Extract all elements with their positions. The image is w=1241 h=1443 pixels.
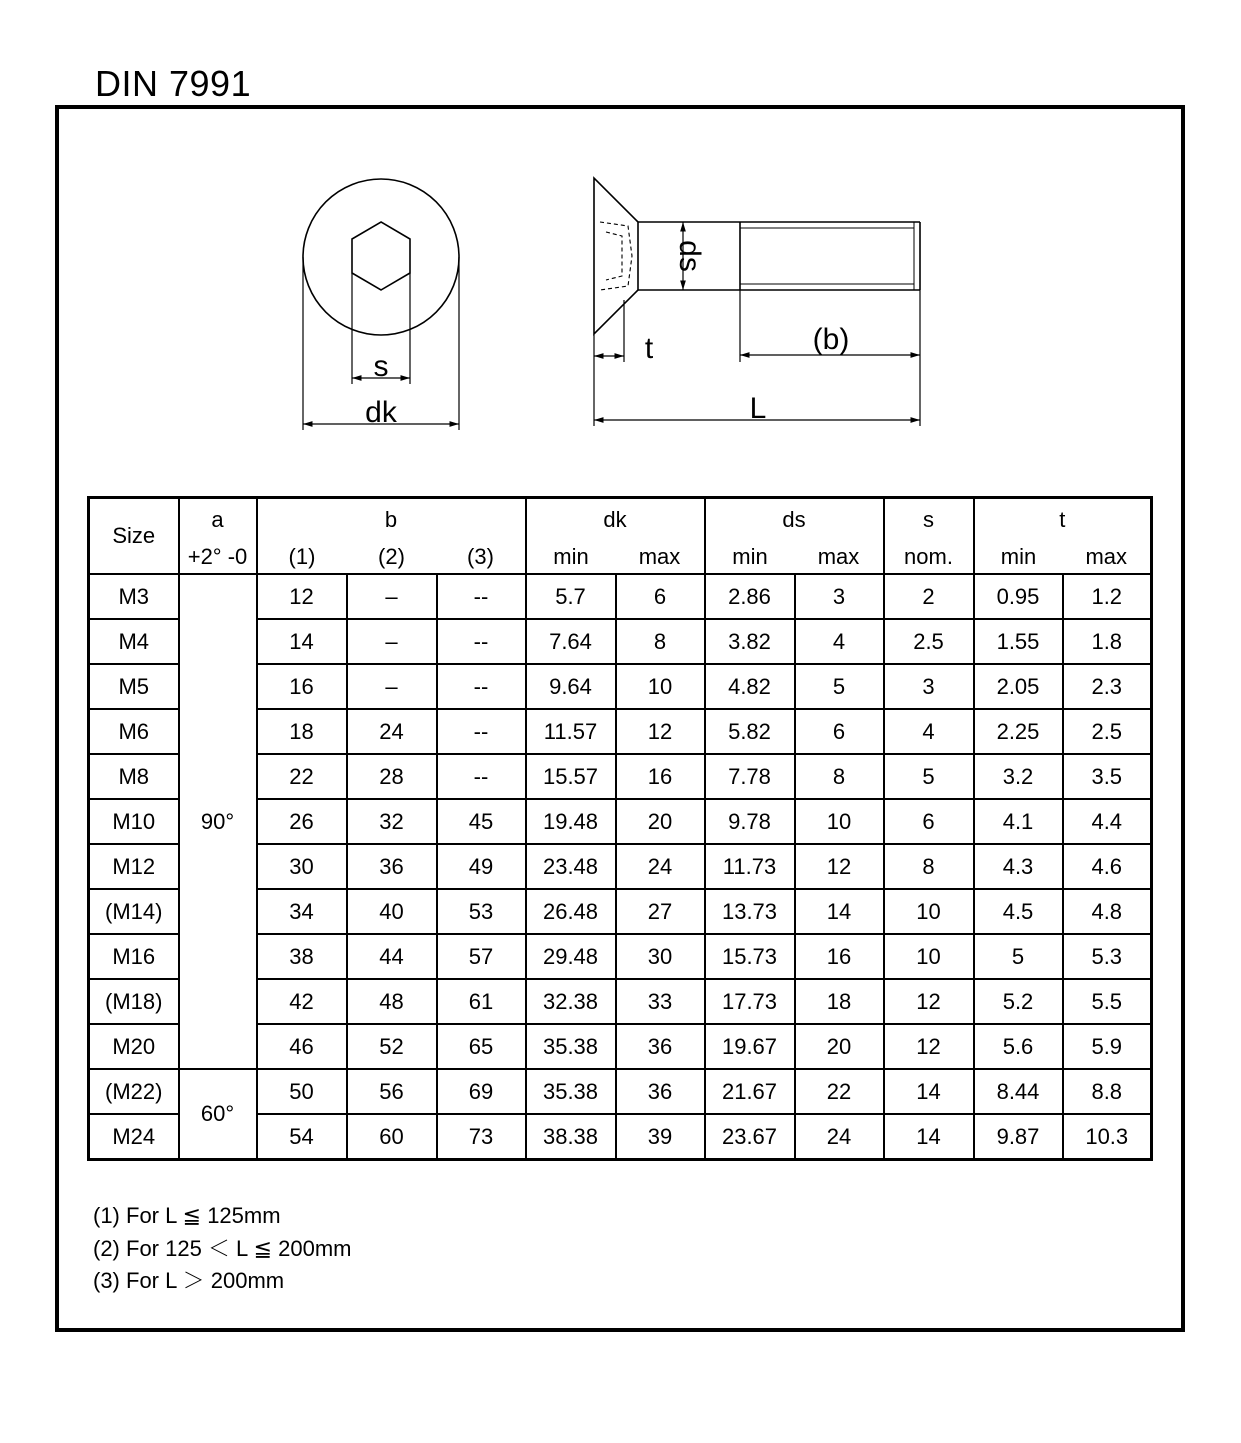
cell-b1: 14 bbox=[257, 619, 347, 664]
cell-t-min: 9.87 bbox=[974, 1114, 1063, 1160]
cell-b3: 69 bbox=[437, 1069, 526, 1114]
cell-ds-min: 3.82 bbox=[705, 619, 795, 664]
header-ds-min: min bbox=[705, 541, 795, 574]
cell-t-max: 5.5 bbox=[1063, 979, 1152, 1024]
cell-dk-min: 9.64 bbox=[526, 664, 616, 709]
screw-side-view bbox=[594, 178, 920, 426]
cell-b2: 48 bbox=[347, 979, 437, 1024]
cell-ds-min: 17.73 bbox=[705, 979, 795, 1024]
cell-size: M10 bbox=[89, 799, 179, 844]
cell-ds-min: 2.86 bbox=[705, 574, 795, 619]
cell-t-max: 4.6 bbox=[1063, 844, 1152, 889]
cell-t-min: 1.55 bbox=[974, 619, 1063, 664]
cell-b1: 16 bbox=[257, 664, 347, 709]
cell-s: 3 bbox=[884, 664, 974, 709]
document-title: DIN 7991 bbox=[95, 63, 252, 104]
header-dk-max: max bbox=[616, 541, 705, 574]
cell-ds-max: 22 bbox=[795, 1069, 884, 1114]
cell-dk-min: 11.57 bbox=[526, 709, 616, 754]
label-dk: dk bbox=[365, 396, 397, 429]
cell-size: M24 bbox=[89, 1114, 179, 1160]
cell-b2: 24 bbox=[347, 709, 437, 754]
header-t: t bbox=[974, 498, 1152, 542]
cell-b3: 57 bbox=[437, 934, 526, 979]
cell-size: M20 bbox=[89, 1024, 179, 1069]
footnote-3: (3) For L ＞ 200mm bbox=[93, 1268, 285, 1293]
cell-s: 4 bbox=[884, 709, 974, 754]
cell-t-min: 0.95 bbox=[974, 574, 1063, 619]
cell-dk-max: 33 bbox=[616, 979, 705, 1024]
header-dk-min: min bbox=[526, 541, 616, 574]
cell-b3: 45 bbox=[437, 799, 526, 844]
header-b1: (1) bbox=[257, 541, 347, 574]
cell-s: 12 bbox=[884, 979, 974, 1024]
cell-dk-max: 36 bbox=[616, 1069, 705, 1114]
cell-t-min: 2.05 bbox=[974, 664, 1063, 709]
cell-ds-max: 5 bbox=[795, 664, 884, 709]
cell-size: (M14) bbox=[89, 889, 179, 934]
cell-dk-min: 26.48 bbox=[526, 889, 616, 934]
cell-b3: -- bbox=[437, 664, 526, 709]
cell-dk-min: 38.38 bbox=[526, 1114, 616, 1160]
table-row bbox=[89, 1069, 1152, 1114]
cell-ds-min: 15.73 bbox=[705, 934, 795, 979]
cell-b3: 73 bbox=[437, 1114, 526, 1160]
header-size: Size bbox=[89, 498, 179, 575]
cell-ds-min: 23.67 bbox=[705, 1114, 795, 1160]
cell-size: (M22) bbox=[89, 1069, 179, 1114]
cell-dk-max: 6 bbox=[616, 574, 705, 619]
cell-b1: 30 bbox=[257, 844, 347, 889]
cell-ds-max: 4 bbox=[795, 619, 884, 664]
cell-dk-min: 35.38 bbox=[526, 1069, 616, 1114]
header-s: s bbox=[884, 498, 974, 542]
cell-angle-60: 60° bbox=[179, 1069, 257, 1160]
cell-t-max: 3.5 bbox=[1063, 754, 1152, 799]
header-row-2 bbox=[89, 541, 1152, 574]
label-t: t bbox=[644, 332, 654, 365]
header-t-min: min bbox=[974, 541, 1063, 574]
cell-dk-max: 27 bbox=[616, 889, 705, 934]
cell-t-max: 5.3 bbox=[1063, 934, 1152, 979]
cell-b1: 22 bbox=[257, 754, 347, 799]
cell-s: 8 bbox=[884, 844, 974, 889]
cell-size: M4 bbox=[89, 619, 179, 664]
cell-t-min: 5.6 bbox=[974, 1024, 1063, 1069]
cell-b3: -- bbox=[437, 574, 526, 619]
cell-s: 14 bbox=[884, 1114, 974, 1160]
cell-b1: 26 bbox=[257, 799, 347, 844]
cell-t-max: 2.3 bbox=[1063, 664, 1152, 709]
cell-dk-min: 32.38 bbox=[526, 979, 616, 1024]
cell-size: (M18) bbox=[89, 979, 179, 1024]
head-top-view bbox=[303, 179, 459, 430]
header-ds: ds bbox=[705, 498, 884, 542]
cell-b1: 12 bbox=[257, 574, 347, 619]
cell-size: M12 bbox=[89, 844, 179, 889]
cell-b1: 42 bbox=[257, 979, 347, 1024]
cell-b2: 44 bbox=[347, 934, 437, 979]
cell-b1: 38 bbox=[257, 934, 347, 979]
cell-b2: 60 bbox=[347, 1114, 437, 1160]
cell-dk-max: 39 bbox=[616, 1114, 705, 1160]
cell-s: 10 bbox=[884, 889, 974, 934]
cell-s: 14 bbox=[884, 1069, 974, 1114]
cell-b3: -- bbox=[437, 709, 526, 754]
label-b: (b) bbox=[812, 323, 850, 356]
cell-dk-min: 7.64 bbox=[526, 619, 616, 664]
cell-b2: 56 bbox=[347, 1069, 437, 1114]
cell-s: 2.5 bbox=[884, 619, 974, 664]
header-b: b bbox=[257, 498, 526, 542]
cell-dk-max: 10 bbox=[616, 664, 705, 709]
label-s: s bbox=[373, 350, 389, 383]
cell-b3: 49 bbox=[437, 844, 526, 889]
cell-t-max: 4.8 bbox=[1063, 889, 1152, 934]
cell-ds-max: 16 bbox=[795, 934, 884, 979]
label-ds: ds bbox=[673, 240, 706, 272]
cell-s: 6 bbox=[884, 799, 974, 844]
cell-dk-max: 30 bbox=[616, 934, 705, 979]
cell-t-max: 8.8 bbox=[1063, 1069, 1152, 1114]
cell-dk-min: 35.38 bbox=[526, 1024, 616, 1069]
cell-t-min: 3.2 bbox=[974, 754, 1063, 799]
cell-ds-max: 10 bbox=[795, 799, 884, 844]
cell-s: 2 bbox=[884, 574, 974, 619]
header-t-max: max bbox=[1063, 541, 1152, 574]
cell-t-max: 2.5 bbox=[1063, 709, 1152, 754]
cell-ds-min: 11.73 bbox=[705, 844, 795, 889]
header-s-nom: nom. bbox=[884, 541, 974, 574]
cell-size: M16 bbox=[89, 934, 179, 979]
cell-ds-min: 13.73 bbox=[705, 889, 795, 934]
cell-b2: 52 bbox=[347, 1024, 437, 1069]
cell-ds-min: 4.82 bbox=[705, 664, 795, 709]
cell-b3: -- bbox=[437, 619, 526, 664]
cell-dk-min: 23.48 bbox=[526, 844, 616, 889]
cell-b3: -- bbox=[437, 754, 526, 799]
cell-ds-max: 24 bbox=[795, 1114, 884, 1160]
cell-s: 10 bbox=[884, 934, 974, 979]
cell-dk-min: 19.48 bbox=[526, 799, 616, 844]
cell-ds-min: 7.78 bbox=[705, 754, 795, 799]
cell-t-min: 8.44 bbox=[974, 1069, 1063, 1114]
cell-dk-min: 5.7 bbox=[526, 574, 616, 619]
technical-drawing bbox=[0, 0, 1241, 480]
footnotes bbox=[93, 1200, 351, 1298]
cell-b2: – bbox=[347, 664, 437, 709]
cell-dk-min: 15.57 bbox=[526, 754, 616, 799]
cell-t-min: 2.25 bbox=[974, 709, 1063, 754]
table-row bbox=[89, 574, 1152, 619]
cell-size: M5 bbox=[89, 664, 179, 709]
cell-t-max: 5.9 bbox=[1063, 1024, 1152, 1069]
cell-b1: 18 bbox=[257, 709, 347, 754]
table-body bbox=[89, 574, 1152, 1160]
cell-ds-min: 9.78 bbox=[705, 799, 795, 844]
cell-s: 5 bbox=[884, 754, 974, 799]
cell-b2: 32 bbox=[347, 799, 437, 844]
header-row-1 bbox=[89, 498, 1152, 542]
cell-b2: 40 bbox=[347, 889, 437, 934]
cell-t-min: 5.2 bbox=[974, 979, 1063, 1024]
label-L: L bbox=[749, 392, 767, 425]
cell-b2: – bbox=[347, 574, 437, 619]
header-b3: (3) bbox=[437, 541, 526, 574]
header-a: a bbox=[179, 498, 257, 542]
cell-t-min: 4.3 bbox=[974, 844, 1063, 889]
cell-dk-max: 36 bbox=[616, 1024, 705, 1069]
header-ds-max: max bbox=[795, 541, 884, 574]
header-a-tolerance: +2° -0 bbox=[179, 541, 257, 574]
cell-t-max: 1.8 bbox=[1063, 619, 1152, 664]
cell-dk-max: 12 bbox=[616, 709, 705, 754]
header-b2: (2) bbox=[347, 541, 437, 574]
cell-ds-max: 20 bbox=[795, 1024, 884, 1069]
cell-b3: 61 bbox=[437, 979, 526, 1024]
footnote-1: (1) For L ≦ 125mm bbox=[93, 1203, 281, 1228]
cell-ds-max: 18 bbox=[795, 979, 884, 1024]
cell-s: 12 bbox=[884, 1024, 974, 1069]
cell-ds-max: 8 bbox=[795, 754, 884, 799]
cell-b3: 53 bbox=[437, 889, 526, 934]
cell-b1: 34 bbox=[257, 889, 347, 934]
dimension-table bbox=[87, 496, 1153, 1161]
cell-b1: 54 bbox=[257, 1114, 347, 1160]
cell-t-max: 4.4 bbox=[1063, 799, 1152, 844]
cell-ds-min: 19.67 bbox=[705, 1024, 795, 1069]
cell-size: M8 bbox=[89, 754, 179, 799]
cell-ds-max: 3 bbox=[795, 574, 884, 619]
cell-angle-90: 90° bbox=[179, 574, 257, 1069]
cell-b1: 46 bbox=[257, 1024, 347, 1069]
cell-ds-max: 12 bbox=[795, 844, 884, 889]
cell-b2: – bbox=[347, 619, 437, 664]
cell-b1: 50 bbox=[257, 1069, 347, 1114]
cell-dk-max: 20 bbox=[616, 799, 705, 844]
footnote-2: (2) For 125 ＜ L ≦ 200mm bbox=[93, 1235, 352, 1261]
cell-b3: 65 bbox=[437, 1024, 526, 1069]
cell-b2: 36 bbox=[347, 844, 437, 889]
cell-size: M3 bbox=[89, 574, 179, 619]
cell-size: M6 bbox=[89, 709, 179, 754]
cell-t-max: 10.3 bbox=[1063, 1114, 1152, 1160]
cell-t-min: 5 bbox=[974, 934, 1063, 979]
cell-ds-max: 6 bbox=[795, 709, 884, 754]
cell-dk-max: 16 bbox=[616, 754, 705, 799]
cell-ds-max: 14 bbox=[795, 889, 884, 934]
cell-ds-min: 21.67 bbox=[705, 1069, 795, 1114]
cell-t-max: 1.2 bbox=[1063, 574, 1152, 619]
cell-b2: 28 bbox=[347, 754, 437, 799]
cell-dk-min: 29.48 bbox=[526, 934, 616, 979]
cell-dk-max: 8 bbox=[616, 619, 705, 664]
cell-t-min: 4.5 bbox=[974, 889, 1063, 934]
cell-ds-min: 5.82 bbox=[705, 709, 795, 754]
header-dk: dk bbox=[526, 498, 705, 542]
cell-dk-max: 24 bbox=[616, 844, 705, 889]
cell-t-min: 4.1 bbox=[974, 799, 1063, 844]
